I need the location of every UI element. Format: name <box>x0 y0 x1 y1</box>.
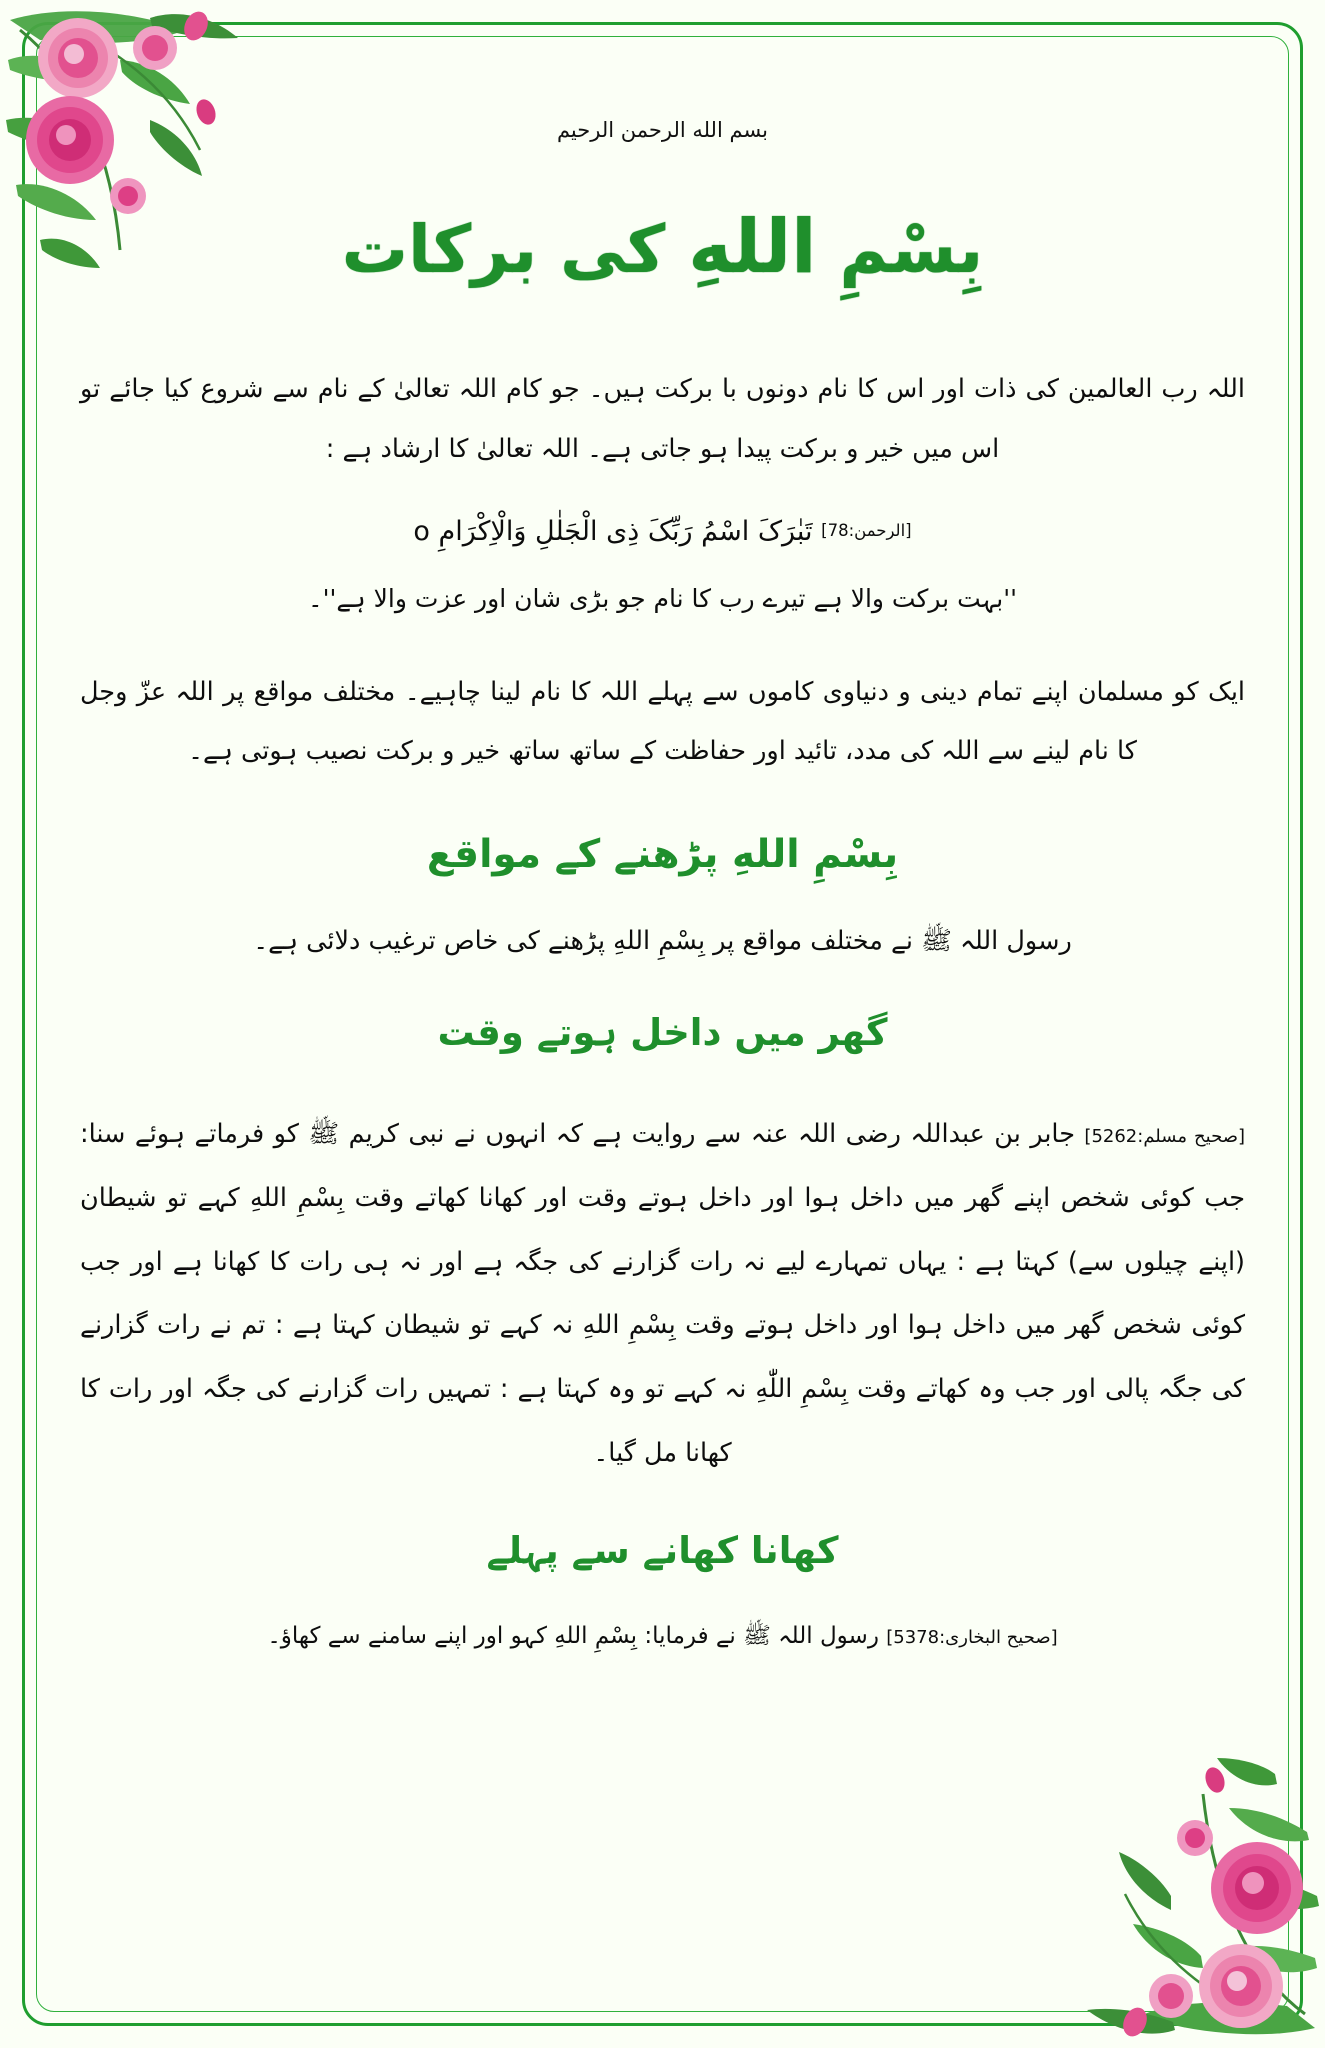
narration-2-reference: [صحیح البخاری:5378] <box>886 1626 1058 1648</box>
bismillah-header-line: بسم الله الرحمن الرحيم <box>556 118 769 142</box>
page-title-prefix: بِسْمِ <box>839 211 984 288</box>
narration-2 <box>80 1613 1245 1659</box>
paragraph-1: اللہ رب العالمین کی ذات اور اس کا نام دونوں با برکت ہیں۔ جو کام اللہ تعالیٰ کے نام سے شروع کیا جائے تو اس میں خیر و برکت پیدا ہو جاتی ہے۔ اللہ تعالیٰ کا ارشاد ہے : <box>80 373 1245 464</box>
page-title <box>80 198 1245 298</box>
ayah-reference: [الرحمن:78] <box>821 520 912 540</box>
section-heading-occasions-prefix: بِسْمِ اللهِ <box>732 832 899 878</box>
ayah-translation: ''بہت برکت والا ہے تیرے رب کا نام جو بڑی شان اور عزت والا ہے''۔ <box>308 584 1017 614</box>
section-heading-before-eating: کھانا کھانے سے پہلے <box>486 1528 839 1572</box>
quran-ayah <box>80 506 1245 557</box>
page-title-allah: اللهِ <box>688 204 817 290</box>
narration-1-text: جابر بن عبداللہ رضی اللہ عنہ سے روایت ہے کہ انہوں نے نبی کریم ﷺ کو فرماتے ہوئے سنا: جب کوئی شخص اپنے گھر میں داخل ہوا اور داخل ہوتے وقت اور کھانا کھاتے وقت بِسْمِ اللهِ کہے تو شیطان (اپنے چیلوں سے) کہتا ہے : یہاں تمہارے لیے نہ رات گزارنے کی جگہ ہے اور نہ ہی رات کا کھانا ہے اور جب کوئی شخص گھر میں داخل ہوا اور داخل ہوتے وقت بِسْمِ اللهِ نہ کہے تو شیطان کہتا ہے : تم نے رات گزارنے کی جگہ پالی اور جب وہ کھاتے وقت بِسْمِ اللّٰهِ نہ کہے تو وہ کہتا ہے : تمہیں رات گزارنے کی جگہ اور رات کا کھانا مل گیا۔ <box>80 1119 1245 1468</box>
section-heading-occasions <box>80 822 1245 888</box>
occasions-intro-line: رسول اللہ ﷺ نے مختلف مواقع پر بِسْمِ اللهِ پڑھنے کی خاص ترغیب دلائی ہے۔ <box>253 925 1072 956</box>
paragraph-2: ایک کو مسلمان اپنے تمام دینی و دنیاوی کاموں سے پہلے اللہ کا نام لینا چاہیے۔ مختلف مواقع پر اللہ عزّ وجل کا نام لینے سے اللہ کی مدد، تائید اور حفاظت کے ساتھ ساتھ خیر و برکت نصیب ہوتی ہے۔ <box>80 676 1245 767</box>
page-title-suffix: کی برکات <box>341 211 666 288</box>
section-heading-entering-house: گھر میں داخل ہوتے وقت <box>437 1011 888 1055</box>
narration-2-text: رسول اللہ ﷺ نے فرمایا: بِسْمِ اللهِ کہو اور اپنے سامنے سے کھاؤ۔ <box>267 1622 879 1649</box>
document-content <box>80 60 1245 1659</box>
section-heading-occasions-suffix: پڑھنے کے مواقع <box>426 832 719 878</box>
ayah-text: تَبٰرَکَ اسْمُ رَبِّکَ ذِی الْجَلٰلِ وَالْاِکْرَامِ o <box>413 515 813 547</box>
narration-1-reference: [صحیح مسلم:5262] <box>1084 1126 1246 1148</box>
narration-1 <box>80 1103 1245 1486</box>
